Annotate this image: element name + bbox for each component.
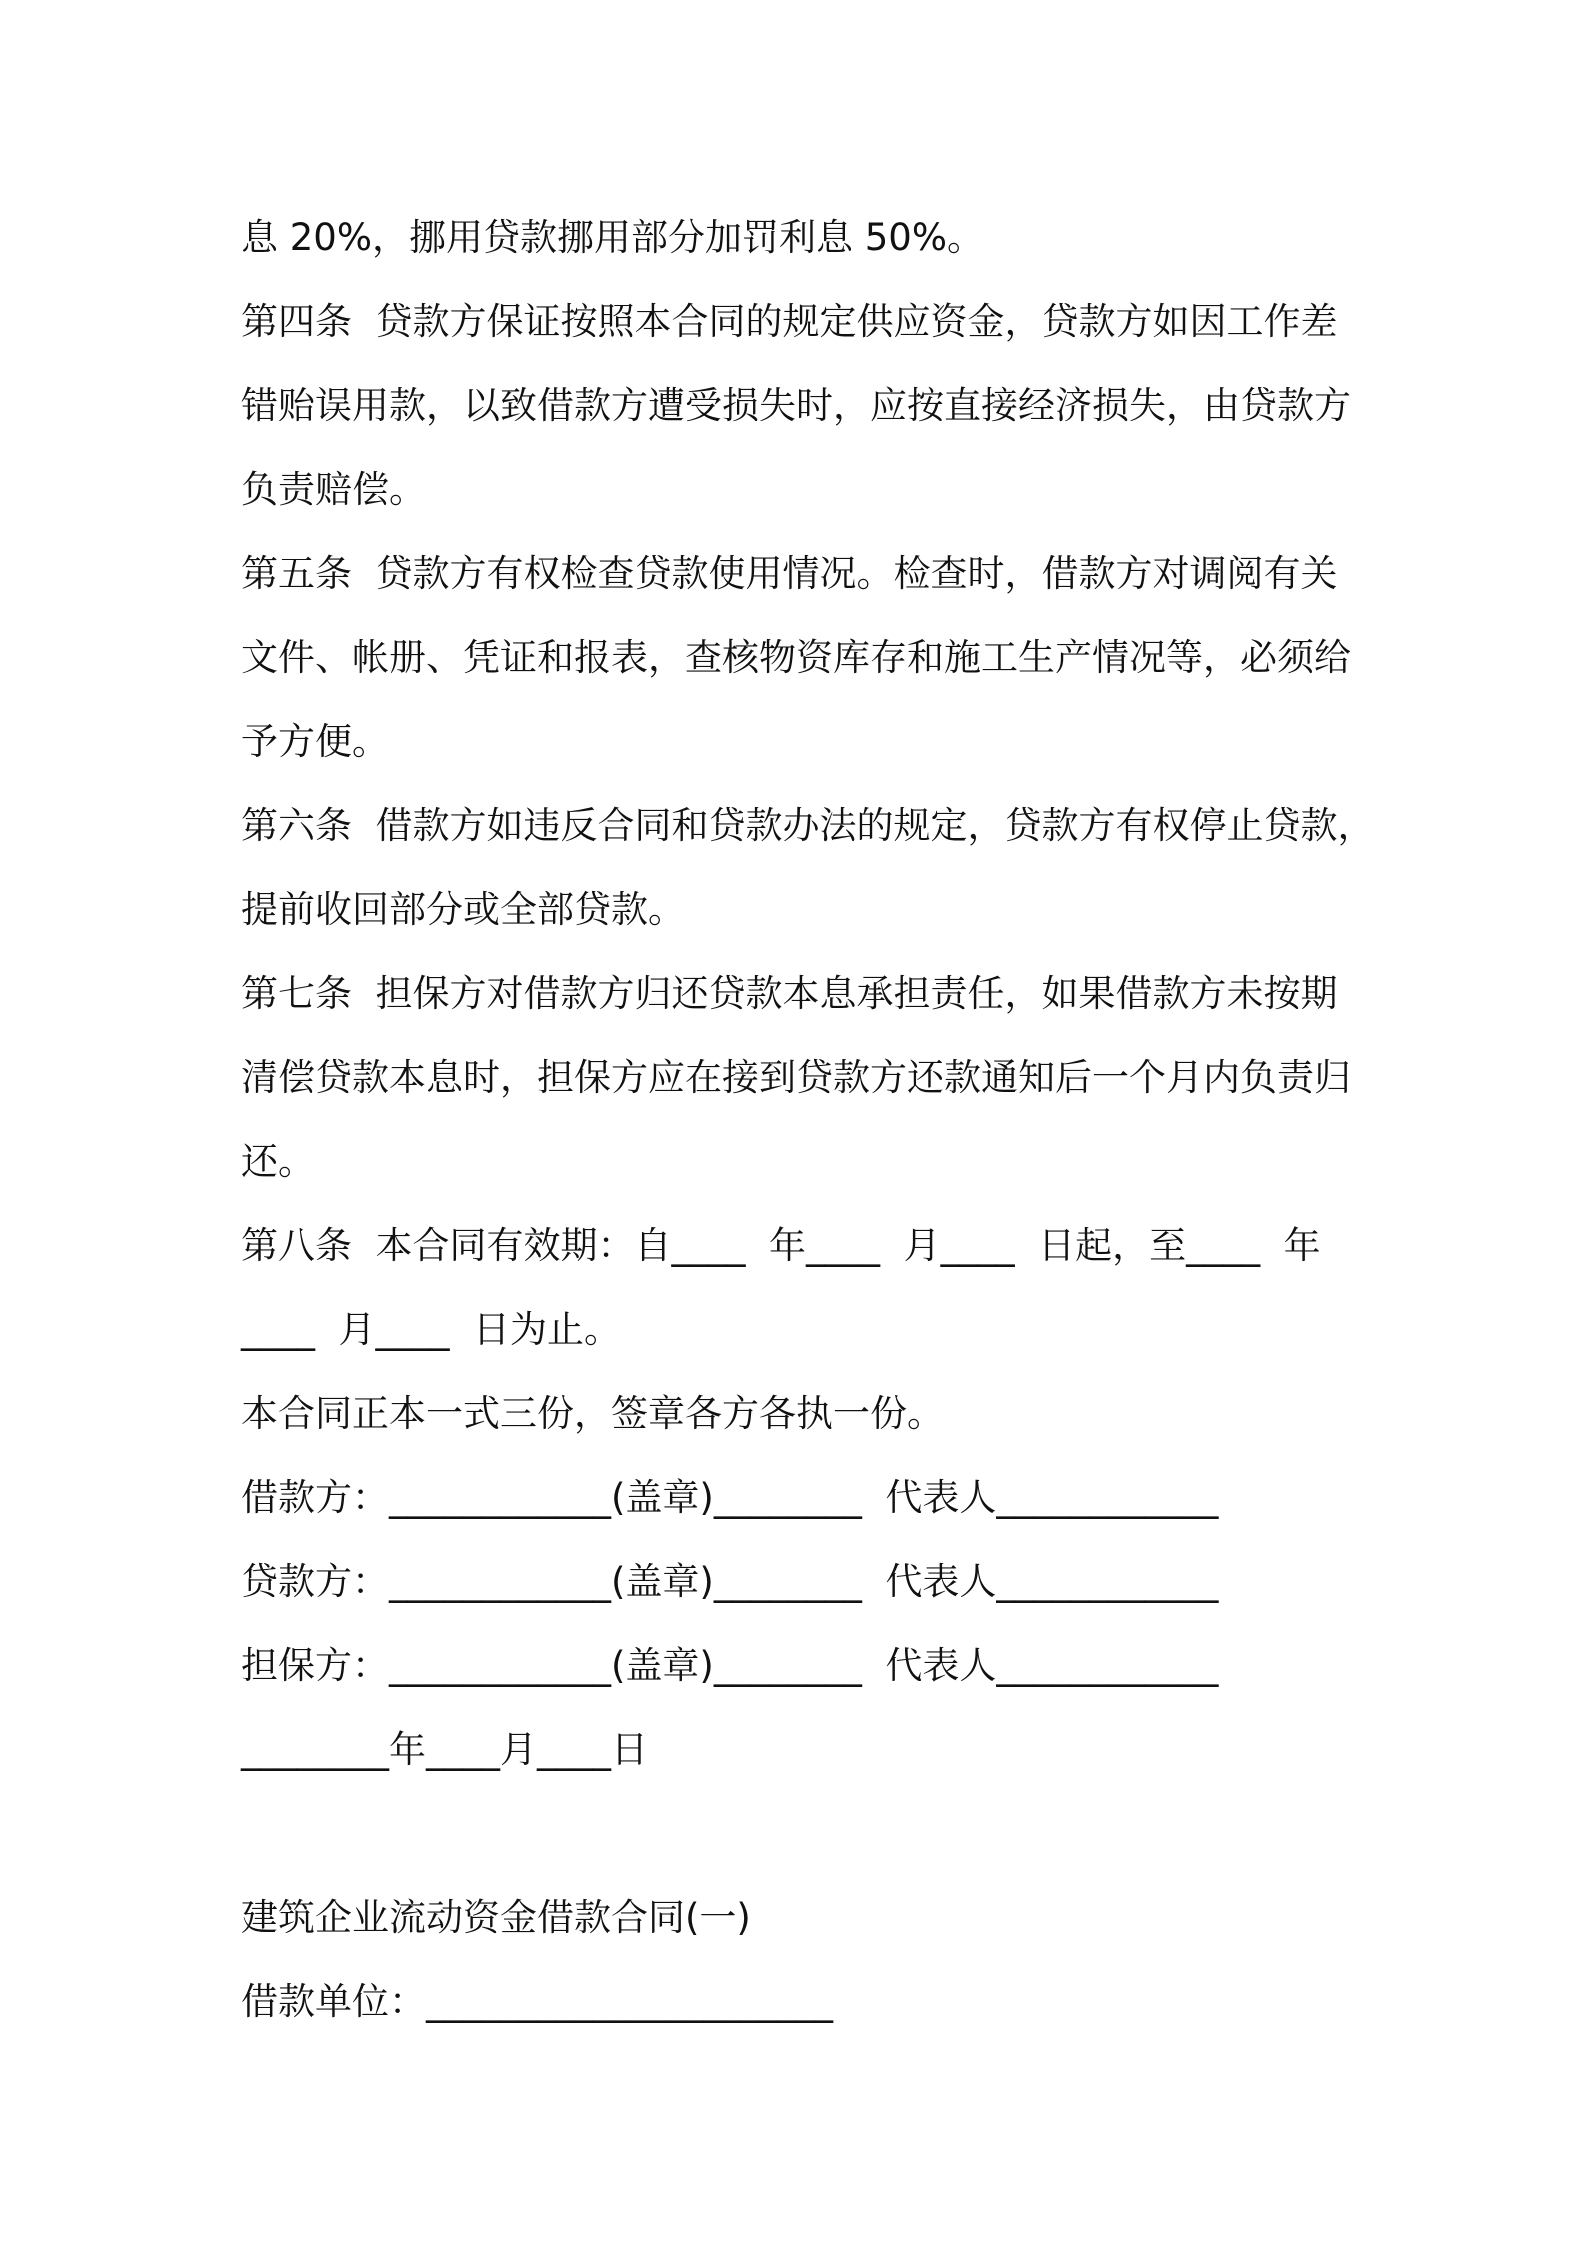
article-4-line-3: 负责赔偿。: [241, 468, 426, 511]
article-5-line-1: 第五条 贷款方有权检查贷款使用情况。检查时，借款方对调阅有关: [241, 552, 1338, 595]
article-8-line-1: 第八条 本合同有效期：自____ 年____ 月____ 日起，至____ 年: [241, 1224, 1321, 1267]
borrower-unit-line: 借款单位：______________________: [241, 1980, 833, 2023]
borrower-signature-line: 借款方：____________(盖章)________ 代表人____________: [241, 1476, 1219, 1519]
article-4-line-2: 错贻误用款，以致借款方遭受损失时，应按直接经济损失，由贷款方: [241, 384, 1351, 427]
article-6-line-1: 第六条 借款方如违反合同和贷款办法的规定，贷款方有权停止贷款，: [241, 804, 1375, 847]
document-body: [241, 196, 1375, 2044]
article-5-line-2: 文件、帐册、凭证和报表，查核物资库存和施工生产情况等，必须给: [241, 636, 1351, 679]
date-line: ________年____月____日: [241, 1728, 648, 1771]
copies-statement: 本合同正本一式三份，签章各方各执一份。: [241, 1392, 944, 1435]
section-gap: [241, 1792, 1361, 1876]
article-6-line-2: 提前收回部分或全部贷款。: [241, 888, 685, 931]
text-line: 息 20%，挪用贷款挪用部分加罚利息 50%。: [241, 216, 984, 259]
guarantor-signature-line: 担保方：____________(盖章)________ 代表人____________: [241, 1644, 1219, 1687]
article-7-line-3: 还。: [241, 1140, 315, 1183]
article-8-line-2: ____ 月____ 日为止。: [241, 1308, 622, 1351]
section-title: 建筑企业流动资金借款合同(一): [241, 1896, 751, 1939]
lender-signature-line: 贷款方：____________(盖章)________ 代表人____________: [241, 1560, 1219, 1603]
article-7-line-2: 清偿贷款本息时，担保方应在接到贷款方还款通知后一个月内负责归: [241, 1056, 1351, 1099]
article-5-line-3: 予方便。: [241, 720, 389, 763]
article-7-line-1: 第七条 担保方对借款方归还贷款本息承担责任，如果借款方未按期: [241, 972, 1338, 1015]
article-4-line-1: 第四条 贷款方保证按照本合同的规定供应资金，贷款方如因工作差: [241, 300, 1338, 343]
